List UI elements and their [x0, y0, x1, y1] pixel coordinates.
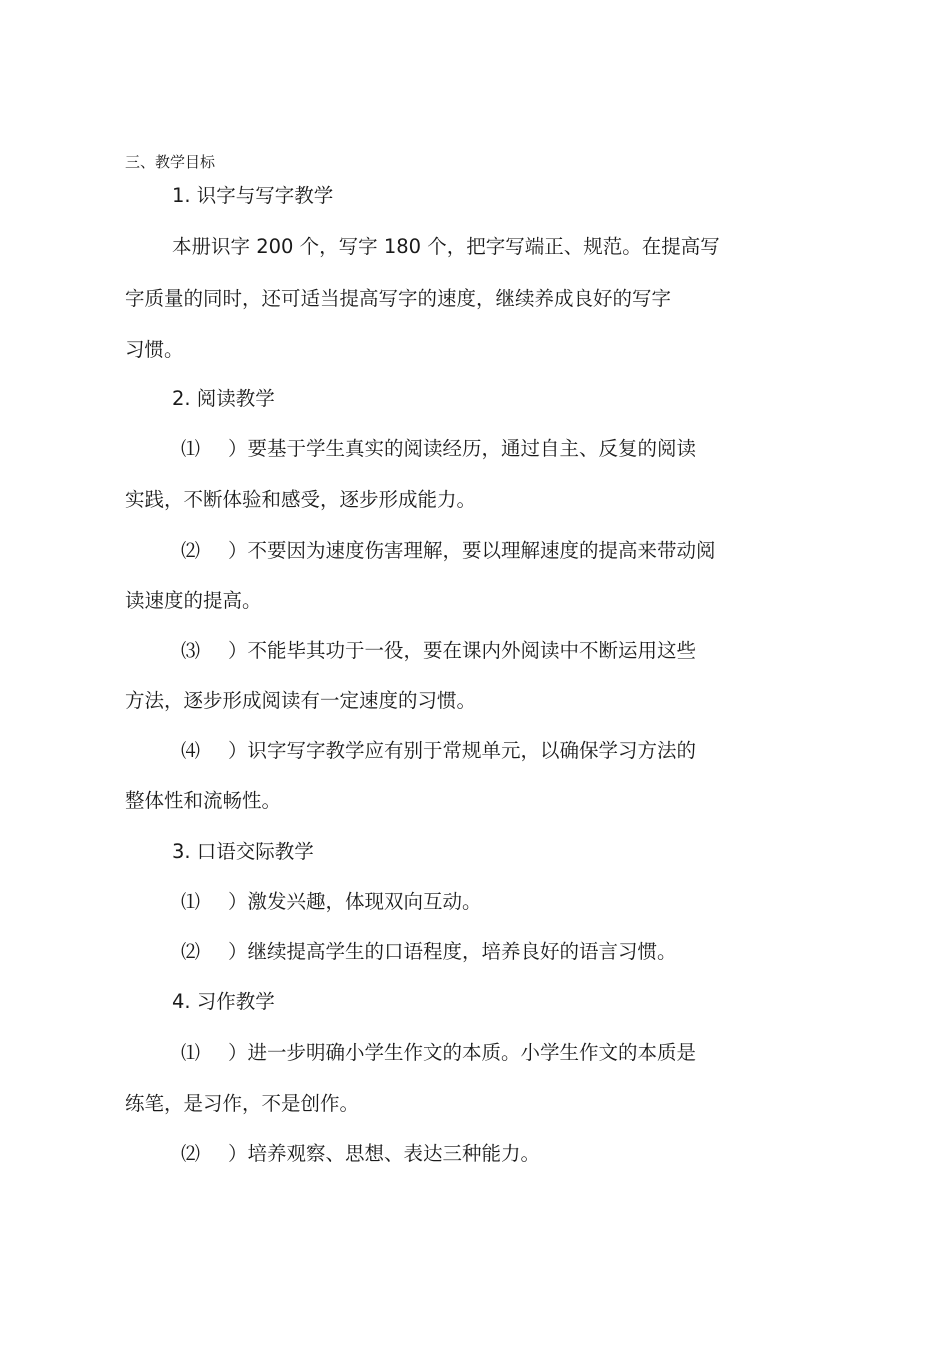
item-text-continued: 练笔，是习作，不是创作。 [125, 1092, 360, 1115]
item-number: ⑴ [181, 891, 201, 913]
heading-literacy-writing: 1. 识字与写字教学 [172, 184, 334, 207]
item-text: ）激发兴趣，体现双向互动。 [228, 890, 482, 913]
item-number: ⑶ [181, 640, 201, 662]
item-text: ）培养观察、思想、表达三种能力。 [228, 1142, 541, 1165]
item-text-continued: 整体性和流畅性。 [125, 789, 282, 812]
item-text: ）识字写字教学应有别于常规单元，以确保学习方法的 [228, 739, 697, 762]
item-number: ⑵ [181, 1143, 201, 1165]
paragraph-line: 本册识字 200 个，写字 180 个，把字写端正、规范。在提高写 [172, 235, 720, 258]
item-text-continued: 方法，逐步形成阅读有一定速度的习惯。 [125, 689, 477, 712]
item-text: ）进一步明确小学生作文的本质。小学生作文的本质是 [228, 1041, 697, 1064]
paragraph-line: 字质量的同时，还可适当提高写字的速度，继续养成良好的写字 [125, 287, 672, 310]
item-number: ⑷ [181, 740, 201, 762]
section-title: 三、教学目标 [125, 153, 216, 171]
item-text: ）不能毕其功于一役，要在课内外阅读中不断运用这些 [228, 639, 697, 662]
heading-oral-communication: 3. 口语交际教学 [172, 840, 314, 863]
item-text-continued: 实践，不断体验和感受，逐步形成能力。 [125, 488, 477, 511]
item-number: ⑵ [181, 540, 201, 562]
item-number: ⑵ [181, 941, 201, 963]
item-text: ）不要因为速度伤害理解，要以理解速度的提高来带动阅 [228, 539, 716, 562]
item-text: ）继续提高学生的口语程度，培养良好的语言习惯。 [228, 940, 677, 963]
heading-reading: 2. 阅读教学 [172, 387, 275, 410]
item-text-continued: 读速度的提高。 [125, 589, 262, 612]
item-number: ⑴ [181, 1042, 201, 1064]
heading-composition: 4. 习作教学 [172, 990, 275, 1013]
paragraph-line: 习惯。 [125, 338, 184, 361]
item-number: ⑴ [181, 438, 201, 460]
item-text: ）要基于学生真实的阅读经历，通过自主、反复的阅读 [228, 437, 697, 460]
